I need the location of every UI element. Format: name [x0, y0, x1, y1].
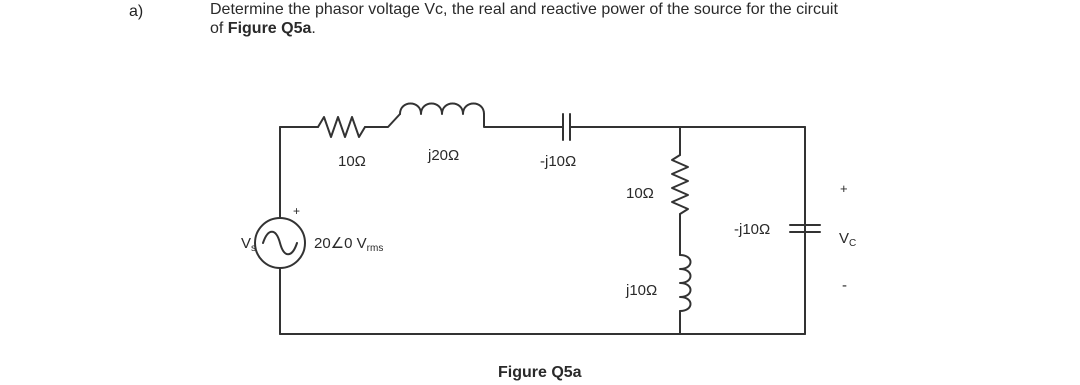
- source-plus-sign: +: [293, 204, 301, 218]
- source-name-label: $V_s$: [241, 235, 257, 254]
- resistor-10-mid: [672, 155, 688, 214]
- capacitor-top-label: -j10Ω: [540, 153, 577, 170]
- voltage-source-sine: [263, 232, 297, 255]
- resistor-10-top-label: 10Ω: [338, 153, 366, 170]
- wire-top-3: [484, 114, 563, 127]
- inductor-j10-label: j10Ω: [626, 282, 658, 299]
- vc-plus-sign: +: [840, 181, 848, 196]
- wire-top-2: [365, 114, 400, 127]
- question-line-2: of Figure Q5a.: [210, 20, 316, 37]
- inductor-j20-label: j20Ω: [428, 147, 460, 164]
- source-value-label: 20∠0 $V_{rms}$: [314, 235, 384, 254]
- figure-caption: Figure Q5a: [498, 364, 582, 381]
- resistor-10-mid-label: 10Ω: [626, 185, 654, 202]
- question-line-1: Determine the phasor voltage Vc, the real and reactive power of the source for the circuit: [210, 1, 838, 18]
- inductor-j20-top: [400, 104, 484, 115]
- resistor-10-top: [318, 117, 365, 137]
- question-number: a): [129, 3, 144, 20]
- vc-label: $V_C$: [839, 230, 857, 249]
- figure-reference: Figure Q5a: [227, 20, 312, 37]
- vc-minus-sign: -: [842, 277, 847, 294]
- inductor-j10-mid: [680, 255, 691, 311]
- capacitor-right-label: -j10Ω: [734, 221, 771, 238]
